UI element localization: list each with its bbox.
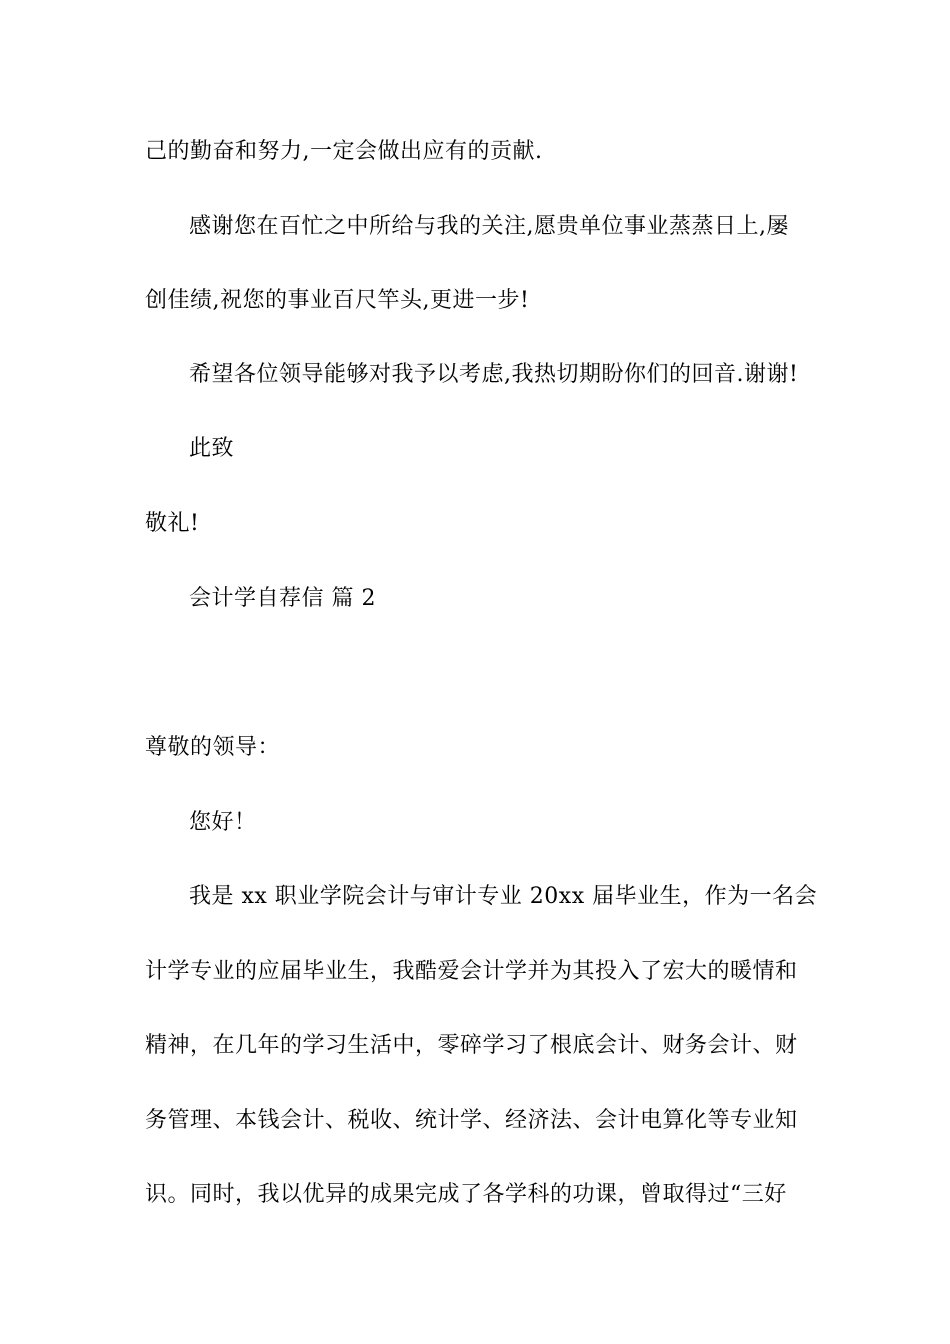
paragraph-line: 我是 xx 职业学院会计与审计专业 20xx 届毕业生，作为一名会	[189, 884, 818, 909]
greeting: 您好！	[189, 810, 257, 835]
section-title: 会计学自荐信 篇 2	[189, 586, 376, 611]
paragraph-line: 己的勤奋和努力,一定会做出应有的贡献.	[145, 139, 543, 164]
paragraph-line: 希望各位领导能够对我予以考虑,我热切期盼你们的回音.谢谢!	[189, 362, 799, 387]
paragraph-line: 计学专业的应届毕业生，我酷爱会计学并为其投入了宏大的暖情和	[145, 959, 798, 984]
salutation: 尊敬的领导：	[145, 735, 281, 760]
paragraph-line: 识。同时，我以优异的成果完成了各学科的功课，曾取得过“三好	[145, 1182, 787, 1207]
closing-line: 此致	[189, 436, 235, 461]
paragraph-line: 务管理、本钱会计、税收、统计学、经济法、会计电算化等专业知	[145, 1108, 798, 1133]
paragraph-line: 精神，在几年的学习生活中，零碎学习了根底会计、财务会计、财	[145, 1033, 798, 1058]
closing-salutation: 敬礼!	[145, 511, 200, 536]
paragraph-line: 感谢您在百忙之中所给与我的关注,愿贵单位事业蒸蒸日上,屡	[189, 214, 789, 239]
paragraph-line: 创佳绩,祝您的事业百尺竿头,更进一步!	[145, 288, 530, 313]
